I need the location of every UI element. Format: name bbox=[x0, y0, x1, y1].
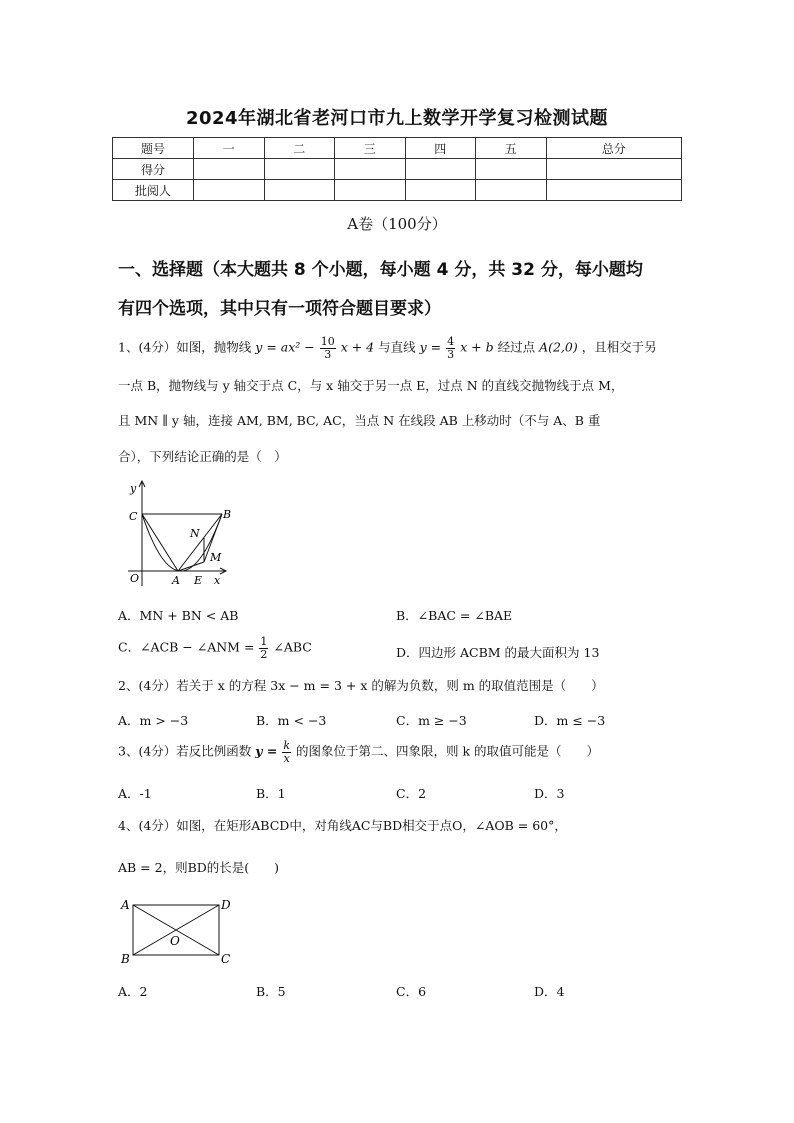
label-c: C bbox=[221, 952, 231, 966]
q3-option-c[interactable]: C．2 bbox=[396, 786, 427, 801]
q1-eq1b: x + 4 bbox=[340, 339, 375, 355]
score-input-cell[interactable] bbox=[264, 159, 335, 180]
q4-option-d[interactable]: D．4 bbox=[534, 984, 565, 999]
frac-den: x bbox=[283, 751, 290, 765]
segment-ca bbox=[142, 514, 178, 571]
q1-tail: ，且相交于另 bbox=[581, 339, 657, 355]
q1-line2: 一点 B，抛物线与 y 轴交于点 C，与 x 轴交于另一点 E，过点 N 的直线交抛物线于点 M， bbox=[118, 378, 624, 393]
score-table-row bbox=[113, 159, 682, 180]
q1-mid2: 经过点 bbox=[497, 339, 536, 355]
q1-option-d[interactable]: D．四边形 ACBM 的最大面积为 13 bbox=[396, 645, 600, 660]
score-table bbox=[112, 137, 682, 201]
q1-optc-frac bbox=[259, 636, 268, 660]
q4-option-a[interactable]: A．2 bbox=[118, 984, 148, 999]
score-cell: 二 bbox=[264, 138, 335, 159]
label-y: y bbox=[130, 482, 137, 495]
q3-option-d[interactable]: D．3 bbox=[534, 786, 565, 801]
q3-text bbox=[118, 740, 599, 764]
q3-pre: 3、(4分）若反比例函数 bbox=[118, 743, 252, 759]
q1-line1 bbox=[118, 336, 657, 360]
q1-optc-post: ∠ABC bbox=[273, 639, 312, 655]
score-input-cell[interactable] bbox=[405, 180, 476, 201]
frac-den: 3 bbox=[447, 347, 455, 361]
q4-line1: 4、(4分）如图，在矩形ABCD中，对角线AC与BD相交于点O，∠AOB = 60°， bbox=[118, 818, 567, 833]
q1-option-a[interactable]: A．MN + BN < AB bbox=[118, 608, 239, 623]
score-input-cell[interactable] bbox=[194, 159, 265, 180]
score-row-label: 批阅人 bbox=[113, 180, 194, 201]
label-m: M bbox=[210, 551, 222, 564]
q1-eq1: y = ax² − bbox=[255, 339, 315, 355]
score-input-cell[interactable] bbox=[476, 159, 547, 180]
score-cell: 五 bbox=[476, 138, 547, 159]
score-input-cell[interactable] bbox=[546, 159, 682, 180]
label-b: B bbox=[121, 952, 130, 966]
score-input-cell[interactable] bbox=[335, 159, 406, 180]
q3-option-a[interactable]: A．-1 bbox=[118, 786, 152, 801]
q2-option-c[interactable]: C．m ≥ −3 bbox=[396, 713, 467, 728]
frac-den: 2 bbox=[260, 647, 268, 661]
score-input-cell[interactable] bbox=[405, 159, 476, 180]
label-c: C bbox=[129, 510, 138, 523]
score-input-cell[interactable] bbox=[546, 180, 682, 201]
q1-optc-pre: C．∠ACB − ∠ANM = bbox=[118, 639, 255, 655]
score-cell: 一 bbox=[194, 138, 265, 159]
page-title: 2024年湖北省老河口市九上数学开学复习检测试题 bbox=[185, 108, 609, 129]
q1-prefix: 1、(4分）如图，抛物线 bbox=[118, 339, 252, 355]
q2-option-a[interactable]: A．m > −3 bbox=[118, 713, 189, 728]
label-a: A bbox=[172, 574, 180, 587]
section-a-heading: A卷（100分） bbox=[347, 215, 447, 233]
label-n: N bbox=[190, 527, 200, 540]
label-x: x bbox=[214, 574, 221, 587]
q3-frac bbox=[282, 740, 291, 764]
q2-option-d[interactable]: D．m ≤ −3 bbox=[534, 713, 606, 728]
q1-option-b[interactable]: B．∠BAC = ∠BAE bbox=[396, 608, 513, 623]
label-d: D bbox=[221, 898, 231, 912]
score-row-label: 得分 bbox=[113, 159, 194, 180]
q3-option-b[interactable]: B．1 bbox=[256, 786, 286, 801]
q1-option-c[interactable] bbox=[118, 636, 312, 660]
q1-frac2 bbox=[446, 336, 455, 360]
q1-line3: 且 MN ∥ y 轴，连接 AM, BM, BC, AC，当点 N 在线段 AB 上移动时（不与 A、B 重 bbox=[118, 413, 601, 428]
q2-text: 2、(4分）若关于 x 的方程 3x − m = 3 + x 的解为负数，则 m 的取值范围是（ ） bbox=[118, 678, 604, 693]
q1-frac1 bbox=[320, 336, 336, 360]
score-table-header-row bbox=[113, 138, 682, 159]
q1-pointA: A(2,0) bbox=[539, 339, 578, 355]
frac-den: 3 bbox=[324, 347, 332, 361]
label-o: O bbox=[130, 572, 140, 585]
frac-num: k bbox=[283, 739, 291, 752]
score-cell: 三 bbox=[335, 138, 406, 159]
part1-heading-line1: 一、选择题（本大题共 8 个小题，每小题 4 分，共 32 分，每小题均 bbox=[118, 260, 643, 280]
score-cell: 题号 bbox=[113, 138, 194, 159]
q1-mid: 与直线 bbox=[378, 339, 416, 355]
q2-option-b[interactable]: B．m < −3 bbox=[256, 713, 327, 728]
q3-post: 的图象位于第二、四象限，则 k 的取值可能是（ ） bbox=[296, 743, 600, 759]
score-input-cell[interactable] bbox=[335, 180, 406, 201]
part1-heading-line2: 有四个选项，其中只有一项符合题目要求） bbox=[118, 299, 441, 319]
frac-num: 4 bbox=[447, 335, 455, 348]
q1-parabola-figure bbox=[120, 478, 230, 590]
q4-option-c[interactable]: C．6 bbox=[396, 984, 427, 999]
q3-y: y = bbox=[255, 743, 278, 759]
q1-line4: 合），下列结论正确的是（ ） bbox=[118, 449, 287, 464]
q4-option-b[interactable]: B．5 bbox=[256, 984, 286, 999]
score-input-cell[interactable] bbox=[264, 180, 335, 201]
q1-eq2: y = bbox=[419, 339, 442, 355]
frac-num: 10 bbox=[320, 335, 335, 348]
q4-rectangle-figure bbox=[118, 895, 240, 967]
score-input-cell[interactable] bbox=[476, 180, 547, 201]
label-a: A bbox=[121, 898, 130, 912]
score-cell: 四 bbox=[405, 138, 476, 159]
score-table-row bbox=[113, 180, 682, 201]
label-e: E bbox=[194, 574, 203, 587]
score-cell: 总分 bbox=[546, 138, 682, 159]
frac-num: 1 bbox=[260, 635, 268, 648]
label-b: B bbox=[223, 508, 232, 521]
label-o: O bbox=[170, 934, 180, 948]
q4-line2: AB = 2，则BD的长是( ) bbox=[118, 860, 280, 875]
q1-eq2b: x + b bbox=[460, 339, 494, 355]
score-input-cell[interactable] bbox=[194, 180, 265, 201]
